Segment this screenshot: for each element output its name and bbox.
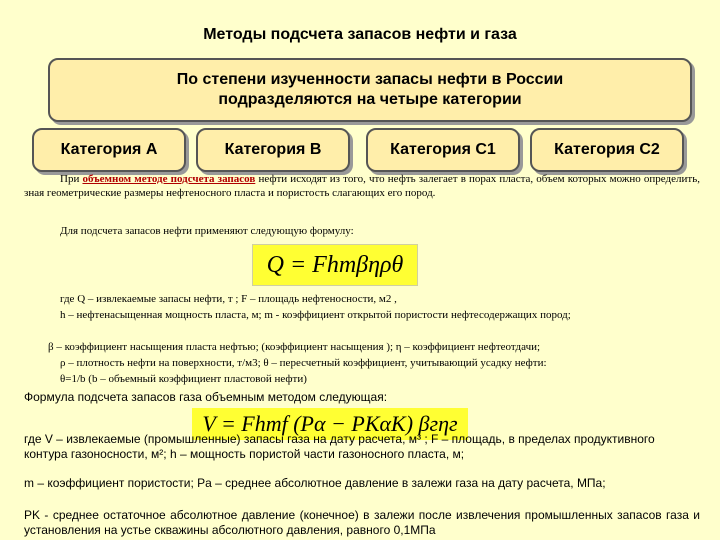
volumetric-method-link[interactable]: объемном методе подсчета запасов (82, 173, 256, 185)
intro-prefix: При (60, 173, 83, 185)
category-a-box: Категория А (32, 128, 186, 172)
gas-def-2: m – коэффициент пористости; Pa – среднее абсолютное давление в залежи газа на дату расчета, МПа; (24, 476, 606, 490)
volumetric-intro (24, 172, 700, 200)
gas-def-1: где V – извлекаемые (промышленные) запасы газа на дату расчета, м³ ; F – площадь, в пределах продуктивного контура газоносности, м²; h – мощность пористой части газоносного пласта, м; (24, 432, 655, 461)
oil-def-3: β – коэффициент насыщения пласта нефтью; (коэффициент насыщения ); η – коэффициент нефтеотдачи; (48, 341, 541, 353)
gas-intro: Формула подсчета запасов газа объемным методом следующая: (24, 390, 388, 404)
oil-def-2: h – нефтенасыщенная мощность пласта, м; m - коэффициент открытой пористости нефтесодержащих пород; (60, 309, 571, 321)
oil-formula: Q = Fhmβηρθ (252, 244, 418, 286)
formula-intro: Для подсчета запасов нефти применяют следующую формулу: (60, 225, 354, 237)
categories-summary-box (48, 58, 692, 122)
summary-line-1: По степени изученности запасы нефти в России (176, 71, 564, 88)
gas-def-3: PK - среднее остаточное абсолютное давление (конечное) в залежи после извлечения промышленных запасов газа и установления на устье скважины абсолютного давления, равного 0,1МПа (24, 508, 700, 537)
summary-line-2: подразделяются на четыре категории (218, 91, 522, 108)
oil-def-4: ρ – плотность нефти на поверхности, т/м3; θ – пересчетный коэффициент, учитывающий усадку нефти: (60, 357, 547, 369)
oil-def-1: где Q – извлекаемые запасы нефти, т ; F – площадь нефтеносности, м2 , (60, 293, 397, 305)
intro-rest: нефти исходят из того, что нефть залегает в порах пласта, объем которых можно определить, зная геометрические размеры нефтеносного пласта и пористость слагающих его пород. (24, 173, 700, 199)
oil-def-5: θ=1/b (b – объемный коэффициент пластовой нефти) (60, 373, 307, 385)
gas-formula: V = Fhmf (Pα − PKαK) βгηг (192, 408, 468, 440)
category-b-box: Категория В (196, 128, 350, 172)
page-title: Методы подсчета запасов нефти и газа (203, 26, 517, 43)
category-c1-box: Категория С1 (366, 128, 520, 172)
category-c2-box: Категория С2 (530, 128, 684, 172)
